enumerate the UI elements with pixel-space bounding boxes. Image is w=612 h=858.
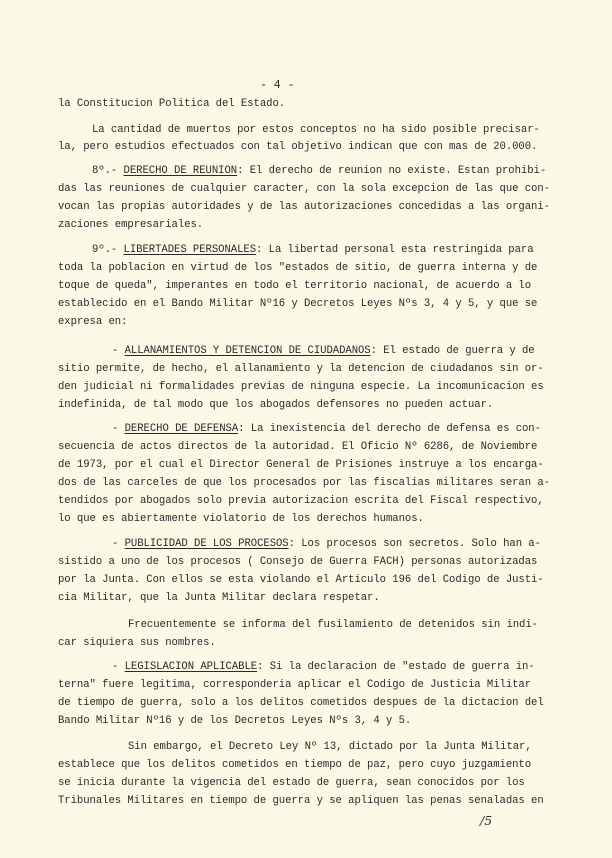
text-line (58, 298, 537, 311)
text-line (92, 244, 534, 257)
text-line (58, 262, 537, 275)
text-run: das las reuniones de cualquier caracter, con la sola excepcion de las que con- (58, 183, 550, 195)
text-run: vocan las propias autoridades y de las autorizaciones concedidas a las organi- (58, 201, 550, 213)
text-run: : La inexistencia del derecho de defensa es con- (238, 423, 541, 435)
text-line (112, 345, 535, 358)
text-line (58, 280, 531, 293)
text-run: la Constitucion Politica del Estado. (58, 98, 286, 110)
section-heading: LEGISLACION APLICABLE (124, 661, 258, 673)
text-run: terna" fuere legitima, corresponderia aplicar el Codigo de Justicia Militar (58, 679, 532, 691)
text-run: : Si la declaracion de "estado de guerra in- (257, 661, 535, 673)
text-run: establecido en el Bando Militar Nº16 y Decretos Leyes Nºs 3, 4 y 5, y que se (58, 298, 538, 310)
text-run: toque de queda", imperantes en todo el territorio nacional, de acuerdo a lo (58, 280, 532, 292)
section-heading: LIBERTADES PERSONALES (123, 244, 257, 256)
text-run: por la Junta. Con ellos se esta violando el Articulo 196 del Codigo de Justi- (58, 574, 544, 586)
text-run: Tribunales Militares en tiempo de guerra y se apliquen las penas senaladas en (58, 795, 544, 807)
text-line (92, 124, 540, 137)
text-line (58, 183, 550, 196)
text-run: indefinida, de tal modo que los abogados defensores no pueden actuar. (58, 399, 494, 411)
text-run: la, pero estudios efectuados con tal objetivo indican que con mas de 20.000. (58, 141, 538, 153)
text-line (58, 459, 544, 472)
text-run: de tiempo de guerra, solo a los delitos cometidos despues de la dictacion del (58, 697, 544, 709)
text-run: Frecuentemente se informa del fusilamiento de detenidos sin indi- (128, 619, 538, 631)
text-run: La cantidad de muertos por estos conceptos no ha sido posible precisar- (92, 124, 540, 136)
text-run: - (112, 661, 125, 673)
section-heading: PUBLICIDAD DE LOS PROCESOS (124, 538, 289, 550)
text-line (58, 219, 203, 232)
text-run: Bando Militar Nº16 y de los Decretos Leyes Nºs 3, 4 y 5. (58, 715, 412, 727)
text-run: se inicia durante la vigencia del estado de guerra, sean conocidos por los (58, 777, 525, 789)
section-heading: ALLANAMIENTOS Y DETENCION DE CIUDADANOS (124, 345, 371, 357)
text-line (58, 777, 525, 790)
text-line (58, 141, 537, 154)
text-run: - (112, 345, 125, 357)
text-run: expresa en: (58, 316, 128, 328)
text-line (58, 381, 544, 394)
continuation-mark: /5 (480, 813, 493, 828)
text-run: zaciones empresariales. (58, 219, 204, 231)
text-run: - (112, 538, 125, 550)
text-run: : Los procesos son secretos. Solo han a- (288, 538, 541, 550)
text-run: car siquiera sus nombres. (58, 637, 216, 649)
text-line (58, 679, 531, 692)
text-line (58, 441, 537, 454)
text-line (58, 513, 424, 526)
text-line (58, 495, 544, 508)
text-line (58, 363, 544, 376)
text-run: : El derecho de reunion no existe. Estan prohibi- (237, 165, 547, 177)
text-run: lo que es abiertamente violatorio de los derechos humanos. (58, 513, 424, 525)
text-line (58, 592, 380, 605)
text-run: 9º.- (92, 244, 124, 256)
text-run: - (112, 423, 125, 435)
text-line (58, 637, 216, 650)
section-heading: DERECHO DE REUNION (123, 165, 238, 177)
section-heading: DERECHO DE DEFENSA (124, 423, 239, 435)
text-line (58, 715, 411, 728)
text-run: dos de las carceles de que los procesados por las fiscalias militares seran a- (58, 477, 550, 489)
text-run: sitio permite, de hecho, el allanamiento y la detencion de ciudadanos sin or- (58, 363, 544, 375)
text-line (58, 697, 544, 710)
text-line (58, 795, 544, 808)
text-line (58, 759, 531, 772)
text-line (58, 574, 544, 587)
text-line (58, 98, 285, 111)
text-line (112, 661, 535, 674)
page-number: - 4 - (260, 79, 295, 92)
text-line (112, 538, 541, 551)
text-line (58, 316, 127, 329)
text-run: : El estado de guerra y de (370, 345, 535, 357)
text-run: cia Militar, que la Junta Militar declara respetar. (58, 592, 380, 604)
text-run: de 1973, por el cual el Director General de Prisiones instruye a los encarga- (58, 459, 544, 471)
text-line (58, 201, 550, 214)
text-run: sistido a uno de los procesos ( Consejo de Guerra FACH) personas autorizadas (58, 556, 538, 568)
text-run: establece que los delitos cometidos en tiempo de paz, pero cuyo juzgamiento (58, 759, 532, 771)
text-line (128, 741, 532, 754)
text-line (92, 165, 546, 178)
text-run: tendidos por abogados solo previa autorizacion escrita del Fiscal respectivo, (58, 495, 544, 507)
text-line (112, 423, 541, 436)
text-line (58, 477, 550, 490)
text-line (58, 399, 493, 412)
text-line (128, 619, 538, 632)
text-run: 8º.- (92, 165, 124, 177)
text-run: : La libertad personal esta restringida para (256, 244, 534, 256)
text-run: Sin embargo, el Decreto Ley Nº 13, dictado por la Junta Militar, (128, 741, 532, 753)
text-line (58, 556, 537, 569)
text-run: toda la poblacion en virtud de los "estados de sitio, de guerra interna y de (58, 262, 538, 274)
text-run: den judicial ni formalidades previas de ninguna especie. La incomunicacion es (58, 381, 544, 393)
text-run: secuencia de actos directos de la autoridad. El Oficio Nº 6286, de Noviembre (58, 441, 538, 453)
